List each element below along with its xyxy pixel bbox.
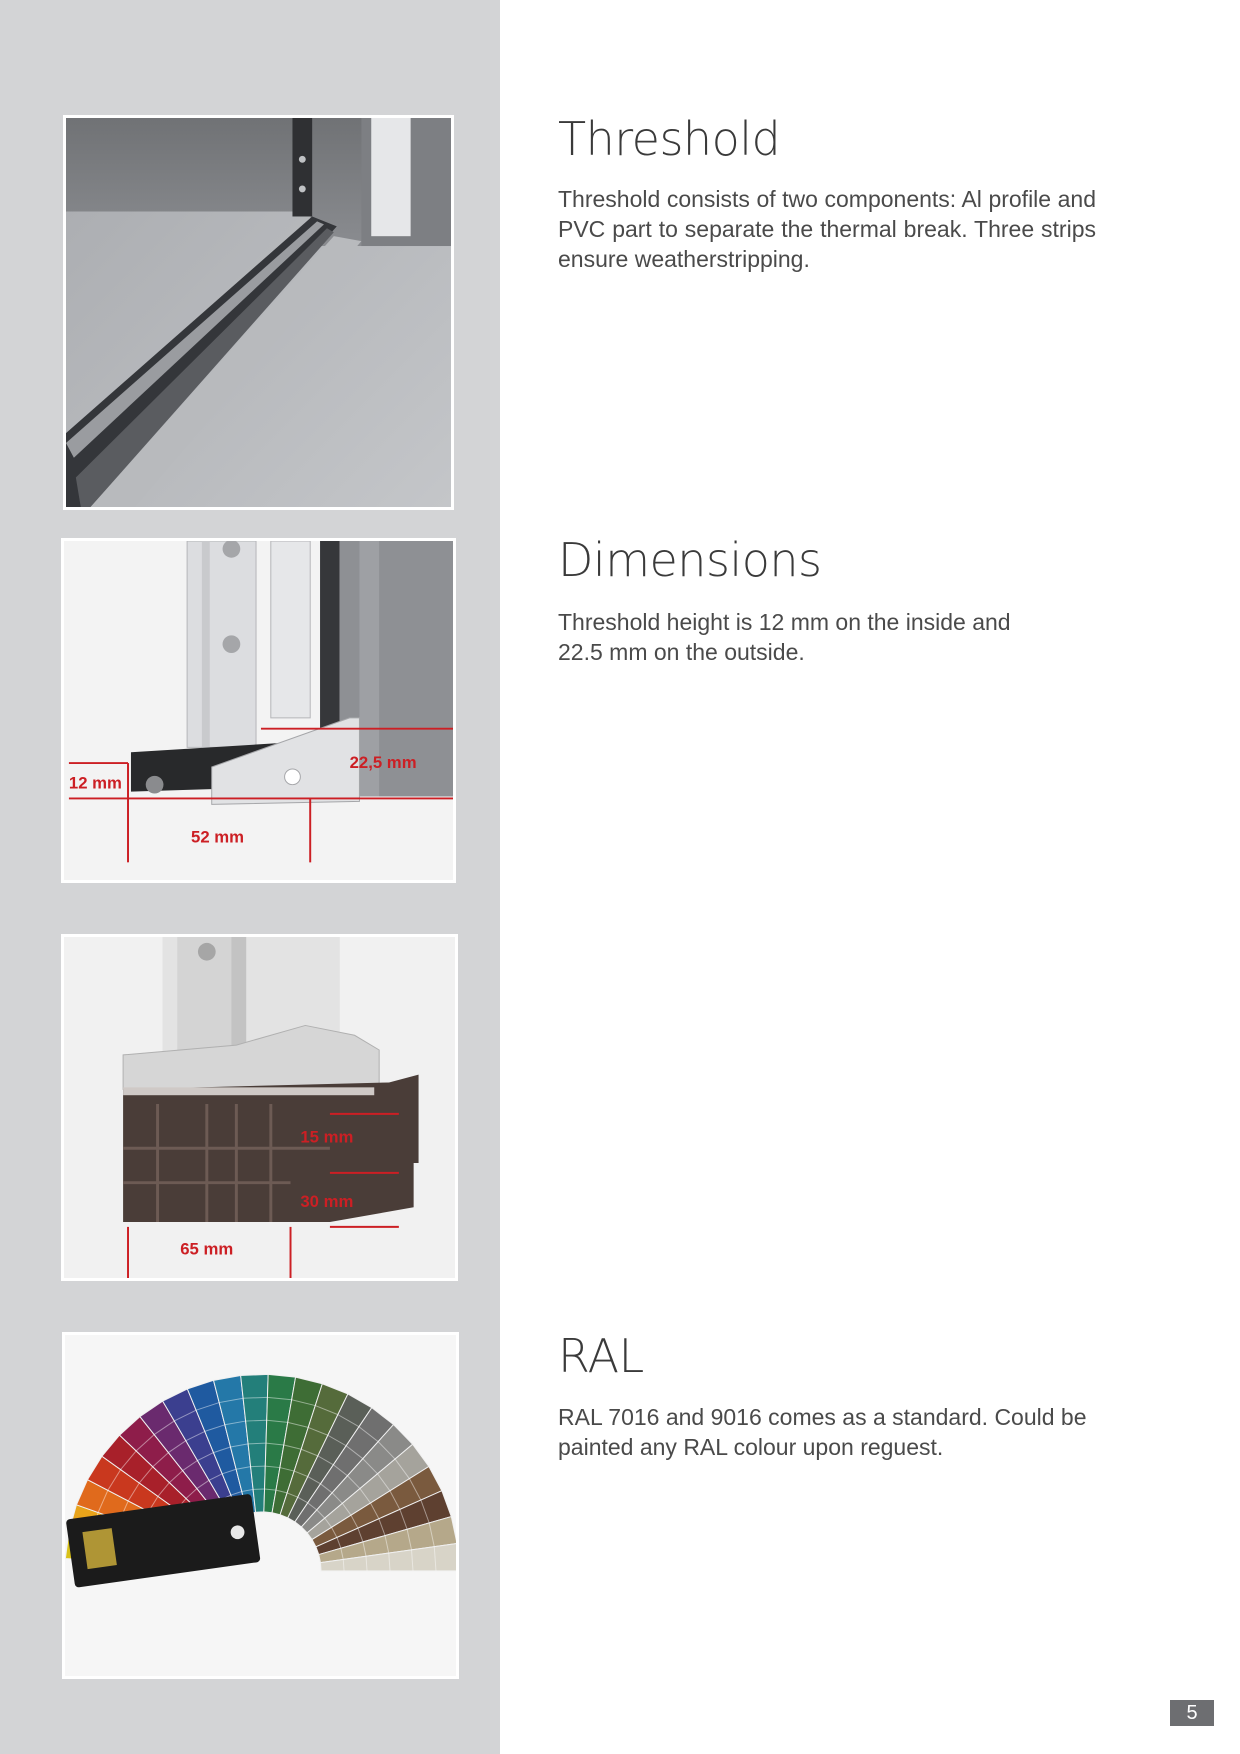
width-label: 52 mm [191,827,245,847]
profile-width-label: 65 mm [180,1239,234,1259]
threshold-description: Threshold consists of two components: Al profile and PVC part to separate the thermal break. Three strips ensure weatherstripping. [558,186,1096,272]
lower-height-label: 30 mm [300,1192,354,1212]
fan-strip-divider [248,1443,266,1444]
ral-description: RAL 7016 and 9016 comes as a standard. Could be painted any RAL colour upon reguest. [558,1404,1087,1460]
ral-heading: RAL [558,1329,644,1383]
page-number: 5 [1170,1700,1214,1726]
threshold-heading: Threshold [558,112,781,166]
dimensions-diagram [61,538,456,883]
ral-colour-fan-photo [62,1332,459,1679]
inside-height-label: 12 mm [68,773,122,793]
upper-height-label: 15 mm [300,1127,354,1147]
profile-diagram [61,934,458,1281]
fan-strip-divider [251,1466,266,1467]
dimensions-description: Threshold height is 12 mm on the inside and 22.5 mm on the outside. [558,609,1011,665]
threshold-photo [63,115,454,510]
outside-height-label: 22,5 mm [349,752,417,772]
dimensions-heading: Dimensions [558,533,822,587]
